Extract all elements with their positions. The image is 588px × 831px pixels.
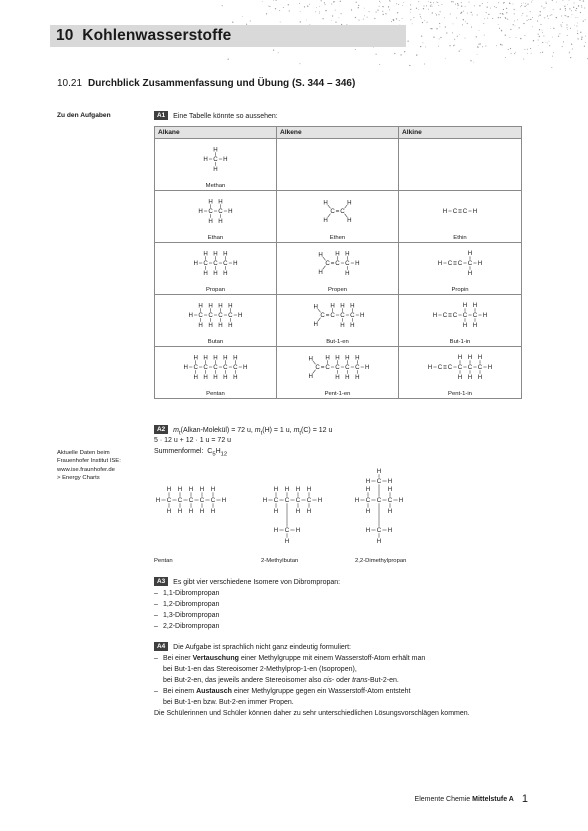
hydrogen-atom: H (208, 198, 213, 206)
table-row (155, 295, 522, 347)
hydrogen-atom: H (203, 374, 208, 382)
task-badge: A3 (154, 577, 168, 586)
task-a4: A4 Die Aufgabe ist sprachlich nicht ganz eindeutig formuliert: – Bei einer Vertauschung einer Methylgruppe mit einem Wasserstoff-Atom erhält man bei But-1-en das Stereoisomer 2-Methylprop-1-en (Isopropen), bei But-2-en, das jeweils andere Stereoisomer also cis- oder trans-But-2-en. – Bei einem Austausch einer Methylgruppe gegen ein Wasserstoff-Atom entsteht bei But-1-en bzw. But-2-en immer Propen. Die Schülerinnen und Schüler können daher zu sehr unterschiedlichen Lösungsvorschlägen kommen. (154, 642, 534, 719)
hydrogen-atom: H (323, 199, 328, 207)
hydrogen-atom: H (284, 486, 290, 494)
carbon-atom: C (193, 364, 198, 372)
hydrogen-atom: H (213, 166, 218, 174)
hydrogen-atom: H (462, 322, 468, 330)
hydrogen-atom: H (365, 486, 371, 494)
hydrogen-atom: H (177, 486, 183, 494)
carbon-atom: C (213, 364, 218, 372)
hydrogen-atom: H (223, 374, 228, 382)
hydrogen-atom: H (228, 208, 233, 216)
compound-name: Propen (328, 287, 347, 293)
hydrogen-atom: H (228, 302, 233, 310)
hydrogen-atom: H (317, 497, 323, 505)
section-title: 10.21 Durchblick Zusammenfassung und Übung (S. 344 – 346) (57, 78, 356, 89)
task-badge: A4 (154, 642, 168, 651)
carbon-atom: C (273, 497, 279, 505)
structural-formula (155, 295, 276, 338)
compound-name: Pent-1-in (448, 391, 472, 397)
structural-formula (155, 139, 276, 182)
table-cell (277, 295, 399, 347)
carbon-atom: C (306, 497, 312, 505)
isomer-name: 2-Methylbutan (261, 558, 299, 564)
table-cell (399, 191, 522, 243)
hydrogen-atom: H (467, 270, 473, 278)
carbon-atom: C (335, 260, 340, 268)
structural-formula (277, 243, 398, 286)
hydrogen-atom: H (347, 199, 352, 207)
hydrogen-atom: H (223, 250, 228, 258)
hydrogen-atom: H (472, 322, 478, 330)
task-a2-calculation: 5 · 12 u + 12 · 1 u = 72 u (154, 437, 232, 444)
list-item-continuation: bei But-1-en das Stereoisomer 2-Methylprop-1-en (Isopropen), (163, 666, 357, 673)
column-header-alkene: Alkene (277, 127, 399, 139)
hydrogen-atom: H (166, 486, 172, 494)
carbon-atom: C (203, 260, 208, 268)
hydrogen-atom: H (350, 302, 355, 310)
structural-formula (399, 139, 521, 182)
list-item: – 1,3-Dibrompropan (154, 612, 220, 619)
pentane-isomers-diagram (150, 468, 440, 553)
carbon-atom: C (166, 497, 172, 505)
carbon-atom: C (208, 312, 213, 320)
task-a3: A3 Es gibt vier verschiedene Isomere von Dibrompropan: – 1,1-Dibrompropan – 1,2-Dibrompropan – 1,3-Dibrompropan – 2,2-Dibrompropan (154, 578, 341, 630)
carbon-atom: C (350, 312, 355, 320)
carbon-atom: C (330, 208, 335, 216)
carbon-atom: C (447, 364, 453, 372)
carbon-atom: C (208, 208, 213, 216)
sidebar-note: Aktuelle Daten beim Frauenhofer Institut ISE: www.ise.fraunhofer.de > Energy Charts (57, 449, 147, 483)
page-number: 1 (521, 793, 528, 805)
hydrogen-atom: H (213, 354, 218, 362)
carbon-atom: C (447, 260, 453, 268)
list-item: – Bei einem Austausch einer Methylgruppe gegen ein Wasserstoff-Atom entsteht (154, 688, 411, 695)
structural-formula (277, 191, 398, 234)
hydrogen-atom: H (198, 322, 203, 330)
compound-name: Ethan (207, 235, 224, 241)
hydrogen-atom: H (233, 260, 238, 268)
carbon-atom: C (340, 312, 345, 320)
structural-formula (155, 347, 276, 390)
carbon-atom: C (315, 364, 320, 372)
table-cell (277, 191, 399, 243)
carbon-atom: C (457, 364, 463, 372)
hydrogen-atom: H (208, 302, 213, 310)
hydrogen-atom: H (210, 486, 216, 494)
hydrogen-atom: H (335, 374, 340, 382)
hydrogen-atom: H (193, 260, 198, 268)
table-row (155, 243, 522, 295)
carbon-atom: C (462, 208, 468, 216)
isomer-name: Pentan (154, 558, 173, 564)
carbon-atom: C (213, 156, 218, 164)
carbon-atom: C (198, 312, 203, 320)
table-row (155, 347, 522, 399)
hydrogen-atom: H (387, 478, 393, 486)
column-header-alkane: Alkane (155, 127, 277, 139)
hydrogen-atom: H (325, 354, 330, 362)
carbon-atom: C (472, 312, 478, 320)
hydrogen-atom: H (457, 374, 463, 382)
hydrogen-atom: H (355, 354, 360, 362)
hydrogen-atom: H (199, 508, 205, 516)
hydrogen-atom: H (472, 208, 478, 216)
hydrogen-atom: H (432, 312, 438, 320)
carbon-atom: C (233, 364, 238, 372)
carbon-atom: C (462, 312, 468, 320)
structural-formula (399, 191, 521, 234)
hydrogen-atom: H (387, 486, 393, 494)
hydrogen-atom: H (218, 302, 223, 310)
carbon-atom: C (442, 312, 448, 320)
carbon-atom: C (355, 364, 360, 372)
list-item: – 1,1-Dibrompropan (154, 590, 220, 597)
structural-formula (399, 295, 521, 338)
hydrogen-atom: H (188, 508, 194, 516)
hydrogen-atom: H (340, 322, 345, 330)
hydrogen-atom: H (477, 260, 483, 268)
hydrogen-atom: H (330, 302, 335, 310)
table-cell (399, 139, 522, 191)
page-footer: Elemente Chemie Mittelstufe A 1 (414, 793, 528, 805)
compound-name: Pent-1-en (324, 391, 351, 397)
hydrogen-atom: H (340, 302, 345, 310)
hydrogen-atom: H (188, 486, 194, 494)
hydrogen-atom: H (203, 156, 208, 164)
carbon-atom: C (457, 260, 463, 268)
hydrogen-atom: H (295, 486, 301, 494)
hydrogen-atom: H (203, 270, 208, 278)
structural-formula (155, 191, 276, 234)
hydrogen-atom: H (345, 374, 350, 382)
carbon-atom: C (320, 312, 325, 320)
carbon-atom: C (210, 497, 216, 505)
table-cell (277, 347, 399, 399)
hydrogen-atom: H (354, 497, 360, 505)
carbon-atom: C (223, 260, 228, 268)
carbon-atom: C (365, 497, 371, 505)
structural-formula (155, 243, 276, 286)
hydrogen-atom: H (376, 468, 382, 476)
table-row (155, 139, 522, 191)
hydrogen-atom: H (345, 270, 350, 278)
hydrogen-atom: H (183, 364, 188, 372)
hydrogen-atom: H (360, 312, 365, 320)
carbon-atom: C (335, 364, 340, 372)
chapter-title: 10 Kohlenwasserstoffe (56, 27, 232, 44)
hydrogen-atom: H (233, 354, 238, 362)
hydrogen-atom: H (355, 260, 360, 268)
hydrogen-atom: H (345, 354, 350, 362)
structural-formula (277, 347, 398, 390)
carbon-atom: C (340, 208, 345, 216)
hydrogen-atom: H (213, 270, 218, 278)
task-badge: A2 (154, 425, 168, 434)
table-cell (399, 347, 522, 399)
column-header-alkine: Alkine (399, 127, 522, 139)
hydrogen-atom: H (243, 364, 248, 372)
hydrogen-atom: H (335, 354, 340, 362)
compound-name: Methan (205, 183, 226, 189)
hydrogen-atom: H (318, 269, 323, 277)
hydrogen-atom: H (365, 478, 371, 486)
hydrogen-atom: H (308, 373, 313, 381)
hydrogen-atom: H (442, 208, 448, 216)
hydrogen-atom: H (218, 218, 223, 226)
hydrogen-atom: H (457, 354, 463, 362)
hydrogen-atom: H (472, 302, 478, 310)
carbon-atom: C (188, 497, 194, 505)
hydrogen-atom: H (308, 355, 313, 363)
hydrogen-atom: H (198, 302, 203, 310)
hydrogen-atom: H (273, 527, 279, 535)
hydrogen-atom: H (203, 354, 208, 362)
hydrogen-atom: H (284, 538, 290, 546)
hydrogen-atom: H (228, 322, 233, 330)
hydrogen-atom: H (335, 250, 340, 258)
table-cell (399, 243, 522, 295)
hydrogen-atom: H (238, 312, 243, 320)
hydrogen-atom: H (223, 156, 228, 164)
hydrogen-atom: H (295, 527, 301, 535)
hydrogen-atom: H (318, 251, 323, 259)
carbon-atom: C (345, 260, 350, 268)
sidebar-link: www.ise.fraunhofer.de (57, 466, 115, 473)
table-cell (155, 347, 277, 399)
compound-name: Ethen (329, 235, 346, 241)
hydrogen-atom: H (218, 198, 223, 206)
hydrogen-atom: H (467, 374, 473, 382)
hydrogen-atom: H (313, 321, 318, 329)
hydrogen-atom: H (221, 497, 227, 505)
carbon-atom: C (199, 497, 205, 505)
carbon-atom: C (467, 364, 473, 372)
hydrogen-atom: H (306, 486, 312, 494)
hydrogen-atom: H (467, 354, 473, 362)
list-item-continuation: bei But-2-en, das jeweils andere Stereoisomer also cis- oder trans-But-2-en. (163, 677, 399, 684)
hydrogen-atom: H (193, 374, 198, 382)
hydrogen-atom: H (313, 303, 318, 311)
bond-line (345, 214, 348, 218)
structural-formula (277, 295, 398, 338)
hydrogen-atom: H (223, 270, 228, 278)
hydrogen-atom: H (233, 374, 238, 382)
hydrogen-atom: H (203, 250, 208, 258)
structural-formula (399, 347, 521, 390)
hydrogen-atom: H (350, 322, 355, 330)
hydrogen-atom: H (462, 302, 468, 310)
table-cell (155, 139, 277, 191)
carbon-atom: C (218, 208, 223, 216)
carbon-atom: C (203, 364, 208, 372)
carbon-atom: C (325, 364, 330, 372)
hydrogen-atom: H (213, 374, 218, 382)
list-item-continuation: bei But-1-en bzw. But-2-en immer Propen. (163, 699, 294, 706)
structural-formula (399, 243, 521, 286)
list-item: – 2,2-Dibrompropan (154, 623, 220, 630)
hydrogen-atom: H (218, 322, 223, 330)
carbon-atom: C (228, 312, 233, 320)
carbon-atom: C (213, 260, 218, 268)
carbon-atom: C (467, 260, 473, 268)
hydrogen-atom: H (477, 374, 483, 382)
hydrogen-atom: H (273, 508, 279, 516)
hydrogen-atom: H (306, 508, 312, 516)
hydrogen-atom: H (387, 527, 393, 535)
hydrogen-atom: H (467, 250, 473, 258)
compound-name: Butan (207, 339, 224, 345)
closing-text: Die Schülerinnen und Schüler können daher zu sehr unterschiedlichen Lösungsvorschlägen kommen. (154, 710, 470, 717)
table-cell (155, 243, 277, 295)
hydrogen-atom: H (198, 208, 203, 216)
hydrogen-atom: H (365, 364, 370, 372)
carbon-atom: C (452, 208, 458, 216)
compound-name: Propin (451, 287, 469, 293)
hydrogen-atom: H (273, 486, 279, 494)
carbon-atom: C (223, 364, 228, 372)
carbon-atom: C (452, 312, 458, 320)
hydrogen-atom: H (177, 508, 183, 516)
hydrogen-atom: H (355, 374, 360, 382)
carbon-atom: C (284, 497, 290, 505)
hydrogen-atom: H (345, 250, 350, 258)
carbon-atom: C (437, 364, 443, 372)
hydrogen-atom: H (155, 497, 161, 505)
carbon-atom: C (295, 497, 301, 505)
hydrogen-atom: H (188, 312, 193, 320)
structural-formula (277, 139, 398, 182)
list-item: – 1,2-Dibrompropan (154, 601, 220, 608)
hydrogen-atom: H (208, 322, 213, 330)
compound-name: But-1-en (326, 339, 349, 345)
carbon-atom: C (477, 364, 483, 372)
carbon-atom: C (177, 497, 183, 505)
list-item: – Bei einer Vertauschung einer Methylgruppe mit einem Wasserstoff-Atom erhält man (154, 655, 426, 662)
compound-name: Propan (206, 287, 225, 293)
isomer-name: 2,2-Dimethylpropan (355, 558, 407, 564)
hydrogen-atom: H (262, 497, 268, 505)
table-cell (155, 191, 277, 243)
hydrogen-atom: H (487, 364, 493, 372)
hydrogen-atom: H (323, 217, 328, 225)
hydrocarbon-table (154, 126, 522, 399)
hydrogen-atom: H (437, 260, 443, 268)
table-row (155, 191, 522, 243)
hydrogen-atom: H (208, 218, 213, 226)
hydrogen-atom: H (427, 364, 433, 372)
hydrogen-atom: H (166, 508, 172, 516)
compound-name: Pentan (206, 391, 225, 397)
bond-line (345, 205, 348, 209)
hydrogen-atom: H (210, 508, 216, 516)
carbon-atom: C (284, 527, 290, 535)
sidebar-heading: Zu den Aufgaben (57, 112, 111, 119)
hydrogen-atom: H (482, 312, 488, 320)
table-cell (399, 295, 522, 347)
compound-name: But-1-in (449, 339, 471, 345)
carbon-atom: C (376, 478, 382, 486)
hydrogen-atom: H (365, 508, 371, 516)
task-badge: A1 (154, 111, 168, 120)
hydrogen-atom: H (387, 508, 393, 516)
compound-name: Ethin (453, 235, 467, 241)
hydrogen-atom: H (199, 486, 205, 494)
hydrogen-atom: H (213, 146, 218, 154)
hydrogen-atom: H (398, 497, 404, 505)
task-a2-mass-line: A2 $m_t(Alkan-Molekül) = 72$ u, $m_t(H) = 1$ u, $m_t(C) = 12$ u (154, 425, 332, 438)
carbon-atom: C (345, 364, 350, 372)
hydrogen-atom: H (193, 354, 198, 362)
carbon-atom: C (330, 312, 335, 320)
task-a2-formula: Summenformel: $C_5H_{12}$ (154, 448, 228, 458)
carbon-atom: C (387, 497, 393, 505)
task-a1-intro: A1 Eine Tabelle könnte so aussehen: (154, 111, 278, 122)
hydrogen-atom: H (223, 354, 228, 362)
hydrogen-atom: H (376, 538, 382, 546)
hydrogen-atom: H (213, 250, 218, 258)
carbon-atom: C (218, 312, 223, 320)
hydrogen-atom: H (295, 508, 301, 516)
table-cell (155, 295, 277, 347)
carbon-atom: C (376, 527, 382, 535)
table-cell (277, 139, 399, 191)
hydrogen-atom: H (365, 527, 371, 535)
hydrogen-atom: H (477, 354, 483, 362)
carbon-atom: C (376, 497, 382, 505)
carbon-atom: C (325, 260, 330, 268)
hydrogen-atom: H (347, 217, 352, 225)
table-cell (277, 243, 399, 295)
